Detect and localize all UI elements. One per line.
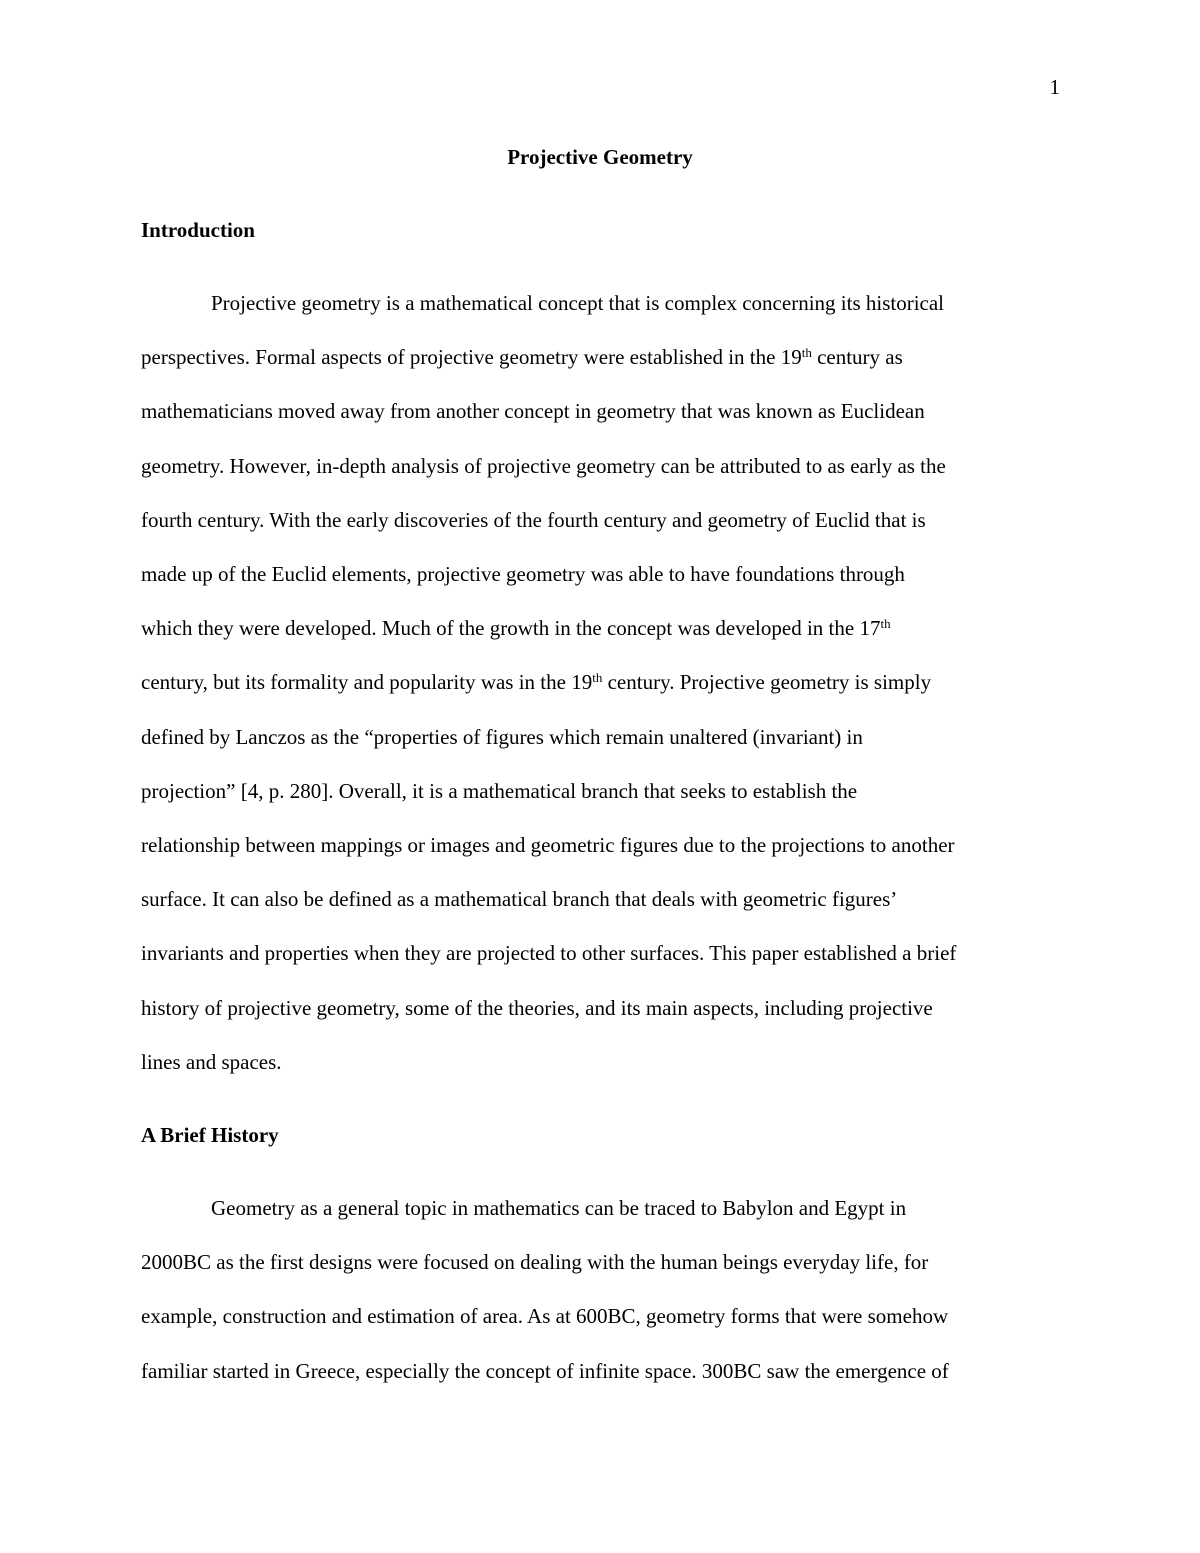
text-line [141,1344,1065,1398]
text-line [141,764,1065,818]
text-line [141,1235,1065,1289]
text-line [141,330,1065,384]
text-line [141,601,1065,655]
text-segment: lines and spaces. [141,1049,282,1074]
text-segment: example, construction and estimation of area. As at 600BC, geometry forms that were somehow [141,1304,949,1329]
text-line [141,276,1065,330]
text-segment: invariants and properties when they are projected to other surfaces. This paper established a brief [141,941,957,966]
text-line [141,872,1065,926]
text-segment: relationship between mappings or images and geometric figures due to the projections to another [141,833,955,858]
text-line [141,1035,1065,1089]
text-segment: familiar started in Greece, especially the concept of infinite space. 300BC saw the emergence of [141,1358,949,1383]
text-line [141,547,1065,601]
text-segment: century. Projective geometry is simply [602,670,932,695]
text-line [141,384,1065,438]
text-segment: century, but its formality and popularity was in the 19 [141,670,593,695]
text-segment: made up of the Euclid elements, projective geometry was able to have foundations through [141,562,905,587]
text-segment: fourth century. With the early discoveries of the fourth century and geometry of Euclid that is [141,507,926,532]
section-heading-brief-history: A Brief History [141,1123,279,1147]
text-segment: Projective geometry is a mathematical concept that is complex concerning its historical [211,291,945,315]
text-segment: 2000BC as the first designs were focused on dealing with the human beings everyday life, for [141,1250,929,1275]
text-segment: which they were developed. Much of the growth in the concept was developed in the 17 [141,616,881,641]
superscript: th [880,616,891,632]
text-segment: mathematicians moved away from another concept in geometry that was known as Euclidean [141,399,925,424]
text-segment: century as [811,345,903,370]
superscript: th [801,345,812,361]
text-segment: history of projective geometry, some of the theories, and its main aspects, including projective [141,995,933,1020]
text-segment: Geometry as a general topic in mathematics can be traced to Babylon and Egypt in [211,1196,907,1220]
document-title: Projective Geometry [507,145,693,169]
text-segment: projection” [4, p. 280]. Overall, it is a mathematical branch that seeks to establish the [141,778,858,803]
paragraph-introduction [141,276,1065,1089]
page-number: 1 [1049,75,1060,99]
text-line [141,926,1065,980]
text-line [141,1181,1065,1235]
text-segment: geometry. However, in-depth analysis of projective geometry can be attributed to as early as the [141,453,946,478]
text-line [141,981,1065,1035]
text-segment: perspectives. Formal aspects of projective geometry were established in the 19 [141,345,802,370]
text-line [141,1289,1065,1343]
text-line [141,493,1065,547]
text-segment: defined by Lanczos as the “properties of figures which remain unaltered (invariant) in [141,724,863,749]
text-segment: surface. It can also be defined as a mathematical branch that deals with geometric figures’ [141,887,898,912]
section-heading-introduction: Introduction [141,218,255,242]
text-line [141,710,1065,764]
text-line [141,439,1065,493]
text-line [141,818,1065,872]
superscript: th [592,670,603,686]
paragraph-brief-history [141,1181,1065,1398]
text-line [141,655,1065,709]
